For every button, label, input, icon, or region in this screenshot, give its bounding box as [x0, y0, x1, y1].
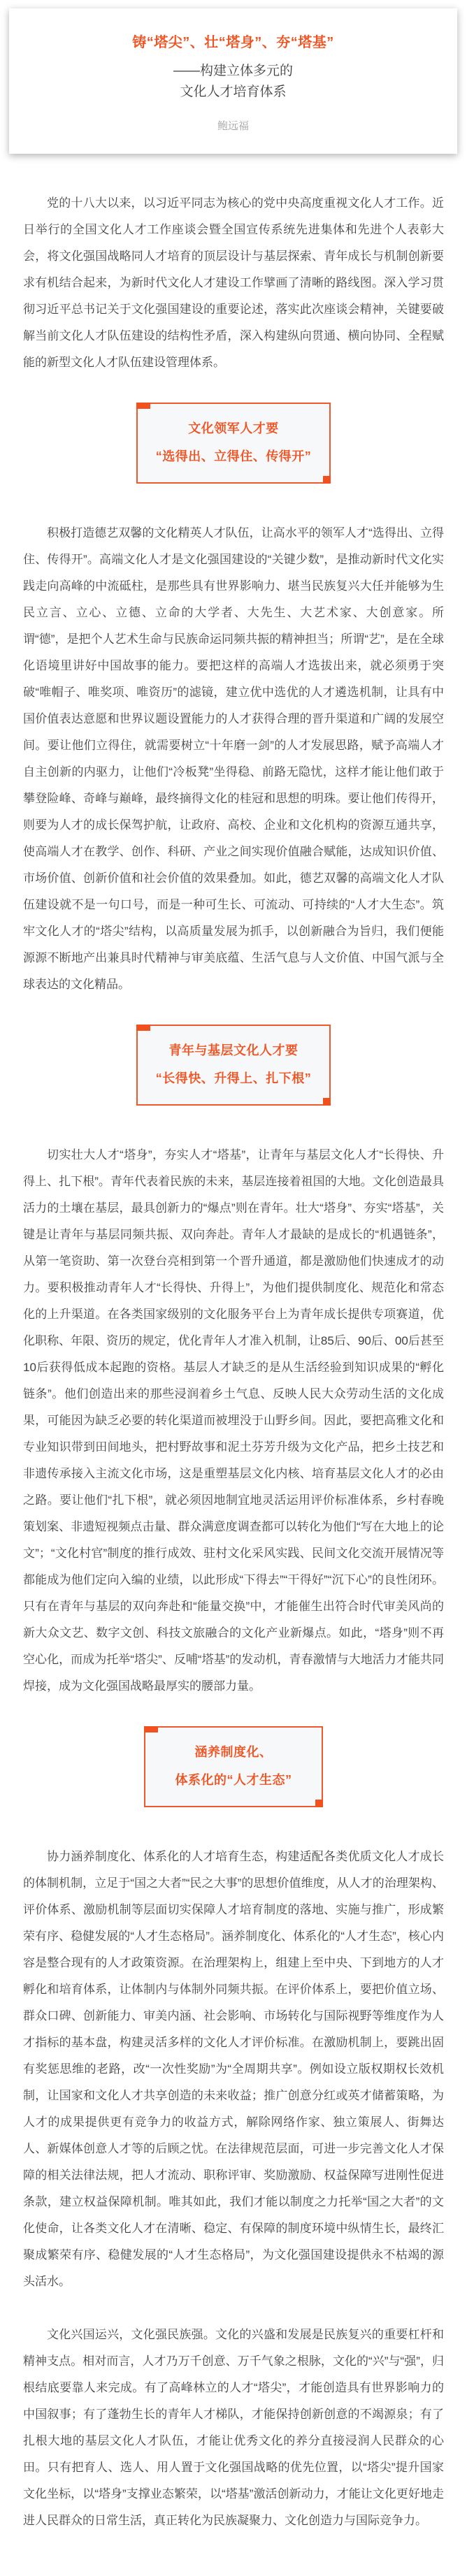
section-2-heading-box: [136, 1025, 331, 1106]
section-heading-line: “选得出、立得住、传得开”: [155, 449, 312, 463]
section-heading-line: 文化领军人才要: [188, 421, 279, 435]
article-author: 鲍远福: [217, 120, 249, 132]
article-header-card: [9, 8, 457, 154]
article-title: 铸“塔尖”、壮“塔身”、夯“塔基”: [132, 35, 334, 50]
section-heading-line: 体系化的“人才生态”: [175, 1773, 292, 1787]
section-heading-line: 青年与基层文化人才要: [168, 1043, 299, 1057]
section-1-heading-wrap: [23, 403, 444, 484]
article-subtitle-line1: ——构建立体多元的: [173, 64, 293, 78]
section-2-heading-wrap: [23, 1025, 444, 1106]
intro-paragraph: 党的十八大以来，以习近平同志为核心的党中央高度重视文化人才工作。近日举行的全国文化人才工作座谈会暨全国宣传系统先进集体和先进个人表彰大会，将文化强国战略同人才培育的顶层设计与基层探索、青年成长与机制创新要求有机结合起来，为新时代文化人才建设工作擘画了清晰的路线图。深入学习贯彻习近平总书记关于文化强国建设的重要论述，落实此次座谈会精神，关键要破解当前文化人才队伍建设的结构性矛盾，深入构建纵向贯通、横向协同、全程赋能的新型文化人才队伍建设管理体系。: [23, 196, 444, 369]
closing-paragraph: 文化兴国运兴，文化强民族强。文化的兴盛和发展是民族复兴的重要杠杆和精神支点。相对而言，人才乃万千创意、万千气象之根脉，文化的“兴”与“强”，归根结底要靠人来完成。有了高峰林立的人才“塔尖”，才能创造具有世界影响力的中国叙事；有了蓬勃生长的青年人才梯队，才能保持创新创意的不竭源泉；有了扎根大地的基层文化人才队伍，才能让优秀文化的养分直接浸润人民群众的心田。只有把育人、选人、用人置于文化强国战略的优先位置，以“塔尖”提升国家文化坐标，以“塔身”支撑业态繁荣，以“塔基”激活创新动力，才能让文化更好地走进人民群众的日常生活，真正转化为民族凝聚力、文化创造力与国际竞争力。: [23, 2328, 444, 2527]
section-3-heading-box: [144, 1726, 323, 1807]
article-subtitle-line2: 文化人才培育体系: [180, 85, 287, 99]
section-heading-line: 涵养制度化、: [194, 1745, 273, 1759]
section-2-paragraph: 切实壮大人才“塔身”，夯实人才“塔基”，让青年与基层文化人才“长得快、升得上、扎下根”。青年代表着民族的未来，基层连接着祖国的大地。文化创造最具活力的土壤在基层，最具创新力的“爆点”则在青年。壮大“塔身”、夯实“塔基”，关键是让青年与基层同频共振、双向奔赴。青年人才最缺的是成长的“机遇链条”，从第一笔资助、第一次登台亮相到第一个晋升通道，都是激励他们快速成才的动力。要积极推动青年人才“长得快、升得上”，为他们提供制度化、规范化和常态化的上升渠道。在各类国家级别的文化服务平台上为青年成长提供专项赛道，优化职称、年限、资历的规定，优化青年人才准入机制，让85后、90后、00后甚至10后获得低成本起跑的资格。基层人才缺乏的是从生活经验到知识成果的“孵化链条”。他们创造出来的那些浸润着乡土气息、反映人民大众劳动生活的文化成果，可能因为缺乏必要的转化渠道而被埋没于山野乡间。因此，要把高雅文化和专业知识带到田间地头，把村野故事和泥土芬芳升级为文化产品，把乡土技艺和非遗传承接入主流文化市场，这是重塑基层文化内核、培育基层文化人才的必由之路。要让他们“扎下根”，就必须因地制宜地灵活运用评价标准体系，乡村春晚策划案、非遗短视频点击量、群众满意度调查都可以转化为他们“写在大地上的论文”；“文化村官”制度的推行成效、驻村文化采风实践、民间文化交流开展情况等都能成为他们定向入编的业绩，以此形成“下得去”“干得好”“沉下心”的良性闭环。只有在青年与基层的双向奔赴和“能量交换”中，才能催生出符合时代审美风尚的新大众文艺、数字文创、科技文旅融合的文化产业新爆点。如此，“塔身”则不再空心化，而成为托举“塔尖”、反哺“塔基”的发动机，青春激情与大地活力才能共同焊接，成为文化强国战略最厚实的腰部力量。: [23, 1148, 444, 1693]
section-3-paragraph: 协力涵养制度化、体系化的人才培育生态，构建适配各类优质文化人才成长的体制机制，立足于“国之大者”“民之大事”的思想价值维度，从人才的治理架构、评价体系、激励机制等层面切实保障人才培育制度的落地、实施与推广，形成繁荣有序、稳健发展的“人才生态格局”。涵养制度化、体系化的“人才生态”，核心内容是整合现有的人才政策资源。在治理架构上，组建上至中央、下到地方的人才孵化和培育体系，让体制内与体制外同频共振。在评价体系上，要把价值立场、群众口碑、创新能力、审美内涵、社会影响、市场转化与国际视野等维度作为人才指标的基本盘，构建灵活多样的文化人才评价标准。在激励机制上，要跳出固有奖惩思维的老路，改“一次性奖励”为“全周期共享”。例如设立版权期权长效机制，让国家和文化人才共享创造的未来收益；推广创意分红或英才储蓄策略，为人才的成果提供更有竞争力的收益方式，解除网络作家、独立策展人、街舞达人、新媒体创意人才等的后顾之忧。在法律规范层面，可进一步完善文化人才保障的相关法律法规，把人才流动、职称评审、奖励激励、权益保障写进刚性促进条款，建立权益保障机制。唯其如此，我们才能以制度之力托举“国之大者”的文化使命，让各类文化人才在清晰、稳定、有保障的制度环境中纵情生长，最终汇聚成繁荣有序、稳健发展的“人才生态格局”，为文化强国建设提供永不枯竭的源头活水。: [23, 1850, 444, 2288]
section-1-paragraph: 积极打造德艺双馨的文化精英人才队伍，让高水平的领军人才“选得出、立得住、传得开”。高端文化人才是文化强国建设的“关键少数”，是推动新时代文化实践走向高峰的中流砥柱，是那些具有世界影响力、堪当民族复兴大任并能够为生民立言、立心、立德、立命的大学者、大先生、大艺术家、大创意家。所谓“德”，是把个人艺术生命与民族命运同频共振的精神担当；所谓“艺”，是在全球化语境里讲好中国故事的能力。要把这样的高端人才选拔出来，就必须勇于突破“唯帽子、唯奖项、唯资历”的滤镜，建立优中选优的人才遴选机制，让具有中国价值表达意愿和世界议题设置能力的人才获得合理的晋升渠道和广阔的发展空间。要让他们立得住，就需要树立“十年磨一剑”的人才发展思路，赋予高端人才自主创新的内驱力，让他们“冷板凳”坐得稳、前路无隐忧，这样才能让他们敢于攀登险峰、奇峰与巅峰，最终摘得文化的桂冠和思想的明珠。要让他们传得开，则要为人才的成长保驾护航，让政府、高校、企业和文化机构的资源互通共享，使高端人才在教学、创作、科研、产业之间实现价值融合赋能，达成知识价值、市场价值、创新价值和社会价值的效果叠加。如此，德艺双馨的高端文化人才队伍建设就不是一句口号，而是一种可生长、可流动、可持续的“人才大生态”。筑牢文化人才的“塔尖”结构，以高质量发展为抓手，以创新融合为旨归，我们便能源源不断地产出兼具时代精神与审美底蕴、生活气息与人文价值、中国气派与全球表达的文化精品。: [23, 526, 444, 991]
section-3-heading-wrap: [23, 1726, 444, 1807]
article-content: [0, 154, 467, 2576]
article-page: [0, 8, 467, 2576]
section-1-heading-box: [136, 403, 331, 484]
section-heading-line: “长得快、升得上、扎下根”: [155, 1071, 312, 1085]
